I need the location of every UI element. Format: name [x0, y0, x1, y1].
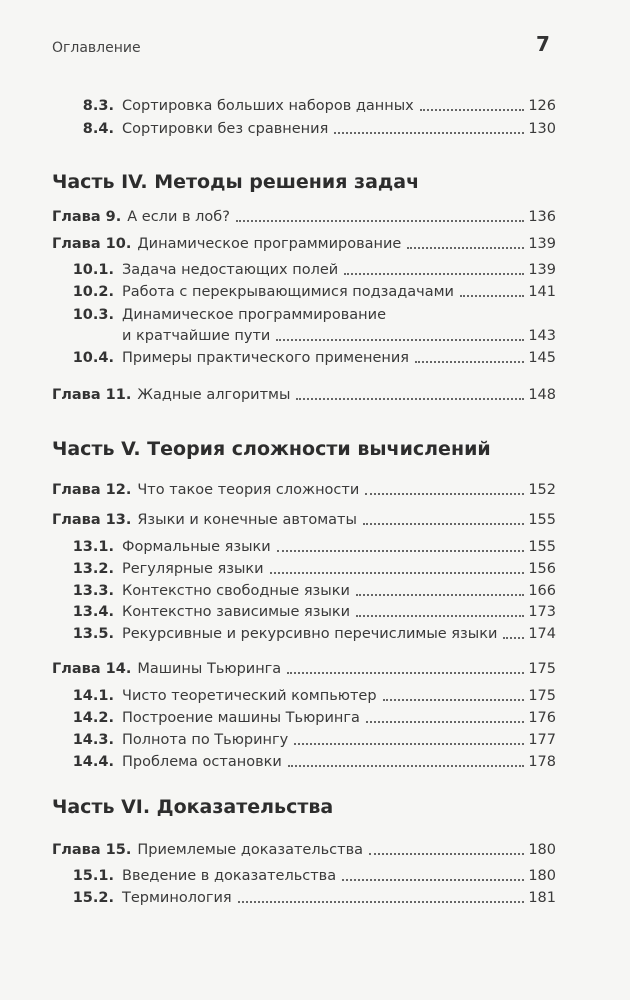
entry-title: А если в лоб?: [127, 209, 230, 225]
toc-entry-13-3[interactable]: [52, 581, 556, 601]
entry-number: 13.4.: [72, 604, 114, 620]
leader-dots: [365, 493, 524, 495]
entry-title: Проблема остановки: [122, 754, 282, 770]
entry-page: 136: [528, 209, 556, 225]
entry-number: Глава 10.: [52, 236, 132, 252]
entry-title: Контекстно свободные языки: [122, 583, 350, 599]
leader-dots: [288, 765, 525, 767]
entry-title: Сортировка больших наборов данных: [122, 98, 414, 114]
entry-title: Работа с перекрывающимися подзадачами: [122, 284, 454, 300]
toc-entry-10-3-continued[interactable]: [52, 326, 556, 346]
entry-number: 8.4.: [82, 121, 114, 137]
leader-dots: [383, 699, 525, 701]
leader-dots: [366, 721, 524, 723]
leader-dots: [334, 132, 524, 134]
entry-title: Динамическое программирование: [122, 307, 386, 323]
entry-page: 156: [528, 561, 556, 577]
entry-number: 8.3.: [82, 98, 114, 114]
toc-entry-14-4[interactable]: [52, 752, 556, 772]
entry-number: 15.1.: [72, 868, 114, 884]
part-heading-5: Часть V. Теория сложности вычислений: [52, 438, 491, 460]
entry-title: Построение машины Тьюринга: [122, 710, 360, 726]
entry-page: 166: [528, 583, 556, 599]
entry-title: Машины Тьюринга: [137, 661, 282, 677]
entry-page: 155: [528, 539, 556, 555]
toc-entry-chapter-11[interactable]: [52, 385, 556, 405]
entry-number: 13.5.: [72, 626, 114, 642]
leader-dots: [356, 594, 524, 596]
entry-number: 14.2.: [72, 710, 114, 726]
entry-number: Глава 14.: [52, 661, 132, 677]
entry-page: 152: [528, 482, 556, 498]
leader-dots: [460, 295, 524, 297]
leader-dots: [369, 853, 524, 855]
toc-entry-14-1[interactable]: [52, 686, 556, 706]
entry-page: 139: [528, 262, 556, 278]
entry-page: 126: [528, 98, 556, 114]
entry-title: Сортировки без сравнения: [122, 121, 329, 137]
entry-title: Контекстно зависимые языки: [122, 604, 351, 620]
entry-number: Глава 13.: [52, 512, 132, 528]
entry-page: 145: [528, 350, 556, 366]
leader-dots: [356, 615, 524, 617]
toc-entry-8-4[interactable]: [52, 119, 556, 139]
entry-number: 10.4.: [72, 350, 114, 366]
toc-entry-13-5[interactable]: [52, 624, 556, 644]
leader-dots: [276, 339, 524, 341]
entry-page: 174: [528, 626, 556, 642]
entry-number: 13.3.: [72, 583, 114, 599]
entry-title: Динамическое программирование: [137, 236, 402, 252]
entry-page: 176: [528, 710, 556, 726]
toc-entry-10-3[interactable]: [52, 305, 556, 325]
entry-title: Языки и конечные автоматы: [137, 512, 357, 528]
toc-entry-chapter-13[interactable]: [52, 510, 556, 530]
entry-number: 14.1.: [72, 688, 114, 704]
toc-entry-8-3[interactable]: [52, 96, 556, 116]
toc-entry-10-4[interactable]: [52, 348, 556, 368]
entry-number: Глава 11.: [52, 387, 132, 403]
entry-page: 141: [528, 284, 556, 300]
toc-entry-chapter-10[interactable]: [52, 234, 556, 254]
leader-dots: [277, 550, 525, 552]
entry-title: Жадные алгоритмы: [137, 387, 291, 403]
toc-entry-15-2[interactable]: [52, 888, 556, 908]
leader-dots: [270, 572, 525, 574]
part-heading-4: Часть IV. Методы решения задач: [52, 171, 420, 193]
toc-entry-14-2[interactable]: [52, 708, 556, 728]
entry-title: Введение в доказательства: [122, 868, 337, 884]
entry-number: 10.3.: [72, 307, 114, 323]
entry-number: Глава 12.: [52, 482, 132, 498]
entry-title: Регулярные языки: [122, 561, 264, 577]
leader-dots: [236, 220, 524, 222]
leader-dots: [296, 398, 524, 400]
entry-title: Полнота по Тьюрингу: [122, 732, 289, 748]
entry-page: 177: [528, 732, 556, 748]
toc-entry-chapter-15[interactable]: [52, 840, 556, 860]
leader-dots: [407, 247, 524, 249]
entry-page: 180: [528, 868, 556, 884]
entry-number: 13.2.: [72, 561, 114, 577]
entry-title: Задача недостающих полей: [122, 262, 339, 278]
toc-entry-13-1[interactable]: [52, 537, 556, 557]
entry-page: 143: [528, 328, 556, 344]
entry-number: Глава 9.: [52, 209, 122, 225]
leader-dots: [294, 743, 524, 745]
entry-page: 178: [528, 754, 556, 770]
entry-number: 10.2.: [72, 284, 114, 300]
entry-number: 15.2.: [72, 890, 114, 906]
entry-number: Глава 15.: [52, 842, 132, 858]
entry-page: 130: [528, 121, 556, 137]
toc-entry-chapter-14[interactable]: [52, 659, 556, 679]
leader-dots: [420, 109, 525, 111]
entry-title: Терминология: [122, 890, 232, 906]
toc-entry-10-2[interactable]: [52, 282, 556, 302]
toc-entry-13-2[interactable]: [52, 559, 556, 579]
toc-entry-14-3[interactable]: [52, 730, 556, 750]
entry-page: 155: [528, 512, 556, 528]
entry-title: Примеры практического применения: [122, 350, 410, 366]
toc-entry-13-4[interactable]: [52, 602, 556, 622]
leader-dots: [342, 879, 524, 881]
entry-page: 173: [528, 604, 556, 620]
entry-number: 10.1.: [72, 262, 114, 278]
entry-page: 180: [528, 842, 556, 858]
entry-title: Приемлемые доказательства: [137, 842, 364, 858]
entry-page: 175: [528, 688, 556, 704]
entry-title: Рекурсивные и рекурсивно перечислимые языки: [122, 626, 498, 642]
entry-title: Формальные языки: [122, 539, 271, 555]
toc-entry-chapter-9[interactable]: [52, 207, 556, 227]
leader-dots: [344, 273, 524, 275]
entry-page: 139: [528, 236, 556, 252]
running-title: Оглавление: [52, 40, 141, 56]
toc-entry-15-1[interactable]: [52, 866, 556, 886]
entry-title-continued: и кратчайшие пути: [122, 328, 271, 344]
entry-page: 148: [528, 387, 556, 403]
entry-number: 14.3.: [72, 732, 114, 748]
toc-entry-chapter-12[interactable]: [52, 480, 556, 500]
entry-title: Что такое теория сложности: [137, 482, 360, 498]
entry-number: 13.1.: [72, 539, 114, 555]
leader-dots: [415, 361, 524, 363]
entry-page: 181: [528, 890, 556, 906]
page-number: 7: [536, 32, 550, 56]
part-heading-6: Часть VI. Доказательства: [52, 796, 334, 818]
toc-entry-10-1[interactable]: [52, 260, 556, 280]
entry-page: 175: [528, 661, 556, 677]
leader-dots: [238, 901, 525, 903]
leader-dots: [503, 637, 524, 639]
entry-title: Чисто теоретический компьютер: [122, 688, 377, 704]
leader-dots: [287, 672, 524, 674]
entry-number: 14.4.: [72, 754, 114, 770]
leader-dots: [363, 523, 524, 525]
